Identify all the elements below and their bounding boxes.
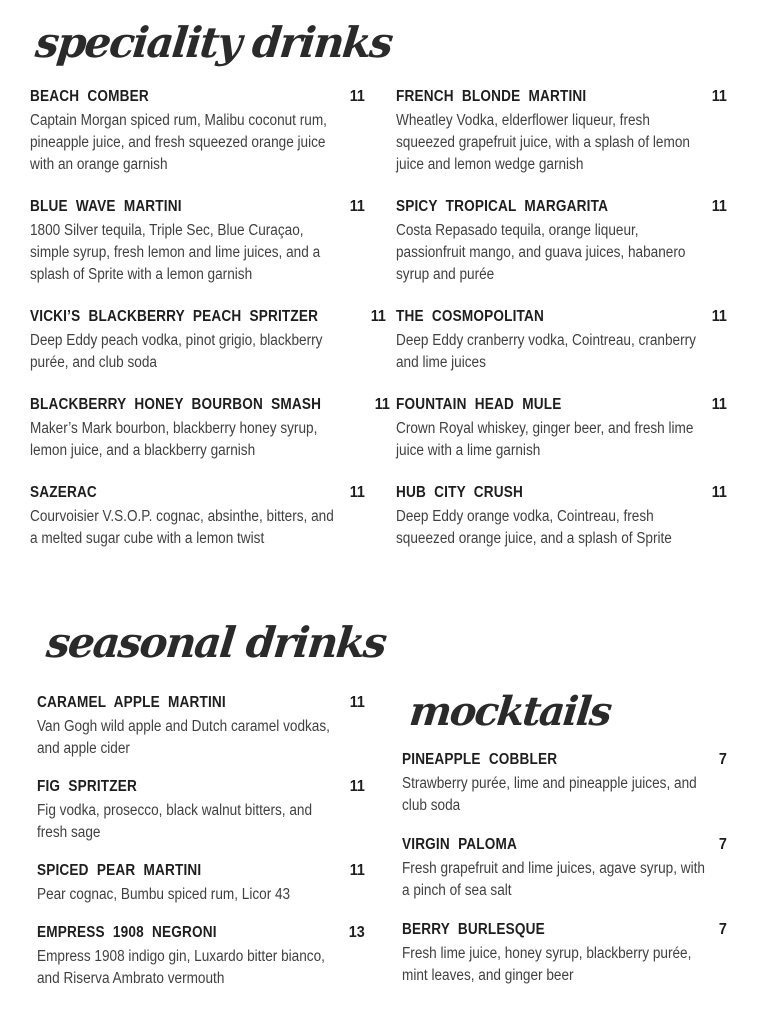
item-price: 11 — [711, 396, 727, 413]
menu-item — [30, 306, 386, 374]
item-name: FOUNTAIN HEAD MULE — [396, 396, 562, 413]
item-name: FIG SPRITZER — [37, 778, 137, 795]
item-name: SAZERAC — [30, 484, 97, 501]
speciality-heading: speciality drinks — [33, 18, 394, 67]
menu-item — [30, 86, 365, 176]
lower-grid — [30, 608, 768, 1006]
menu-item — [30, 196, 365, 286]
item-price: 11 — [349, 694, 365, 711]
item-price: 11 — [711, 88, 727, 105]
menu-item — [402, 919, 727, 987]
item-price: 7 — [718, 751, 727, 768]
menu-item — [37, 776, 365, 844]
item-description: Fig vodka, prosecco, black walnut bitters, and fresh sage — [37, 802, 313, 841]
item-description: Courvoisier V.S.O.P. cognac, absinthe, bitters, and a melted sugar cube with a lemon twist — [30, 508, 334, 547]
item-price: 11 — [370, 308, 386, 325]
item-description: Deep Eddy orange vodka, Cointreau, fresh squeezed orange juice, and a splash of Sprite — [396, 508, 672, 547]
item-description: Strawberry purée, lime and pineapple juices, and club soda — [402, 775, 697, 814]
menu-item — [396, 196, 727, 286]
item-price: 11 — [349, 778, 365, 795]
item-price: 11 — [374, 396, 390, 413]
menu-item — [37, 922, 365, 990]
item-name: SPICY TROPICAL MARGARITA — [396, 198, 609, 215]
item-price: 11 — [349, 484, 365, 501]
item-description: Deep Eddy peach vodka, pinot grigio, blackberry purée, and club soda — [30, 332, 323, 371]
item-name: HUB CITY CRUSH — [396, 484, 523, 501]
item-name: VIRGIN PALOMA — [402, 836, 518, 853]
mocktails-heading: mocktails — [407, 688, 613, 735]
item-name: CARAMEL APPLE MARTINI — [37, 694, 226, 711]
section-seasonal — [30, 608, 388, 1006]
menu-item — [402, 834, 727, 902]
item-price: 11 — [349, 862, 365, 879]
menu-item — [396, 86, 727, 176]
item-name: VICKI’S BLACKBERRY PEACH SPRITZER — [30, 308, 319, 325]
item-description: 1800 Silver tequila, Triple Sec, Blue Curaçao, simple syrup, fresh lemon and lime juices, and a splash of Sprite with a lemon garnish — [30, 222, 321, 283]
menu-item — [30, 482, 365, 550]
section-spacer — [30, 570, 768, 608]
item-price: 11 — [349, 198, 365, 215]
item-name: SPICED PEAR MARTINI — [37, 862, 202, 879]
item-price: 7 — [718, 836, 727, 853]
seasonal-heading: seasonal drinks — [44, 618, 388, 667]
item-price: 7 — [718, 921, 727, 938]
speciality-left-column — [30, 86, 390, 570]
item-price: 11 — [711, 198, 727, 215]
item-price: 11 — [711, 484, 727, 501]
item-name: FRENCH BLONDE MARTINI — [396, 88, 587, 105]
item-name: THE COSMOPOLITAN — [396, 308, 545, 325]
item-description: Costa Repasado tequila, orange liqueur, passionfruit mango, and guava juices, habanero syrup and purée — [396, 222, 686, 283]
item-name: BEACH COMBER — [30, 88, 149, 105]
item-price: 11 — [711, 308, 727, 325]
item-description: Captain Morgan spiced rum, Malibu coconut rum, pineapple juice, and fresh squeezed orange juice with an orange garnish — [30, 112, 327, 173]
item-description: Deep Eddy cranberry vodka, Cointreau, cranberry and lime juices — [396, 332, 696, 371]
item-price: 13 — [348, 924, 365, 941]
section-speciality — [30, 8, 768, 570]
section-mocktails — [396, 608, 727, 1004]
menu-item — [37, 860, 365, 906]
item-description: Fresh grapefruit and lime juices, agave syrup, with a pinch of sea salt — [402, 860, 705, 899]
item-description: Maker’s Mark bourbon, blackberry honey syrup, lemon juice, and a blackberry garnish — [30, 420, 318, 459]
speciality-grid — [30, 86, 768, 570]
menu-item — [402, 749, 727, 817]
item-name: BLACKBERRY HONEY BOURBON SMASH — [30, 396, 322, 413]
item-price: 11 — [349, 88, 365, 105]
item-description: Wheatley Vodka, elderflower liqueur, fresh squeezed grapefruit juice, with a splash of lemon juice and lemon wedge garnish — [396, 112, 690, 173]
menu-item — [396, 482, 727, 550]
item-name: BLUE WAVE MARTINI — [30, 198, 182, 215]
menu-item — [37, 692, 365, 760]
item-name: PINEAPPLE COBBLER — [402, 751, 558, 768]
menu-item — [30, 394, 390, 462]
item-name: BERRY BURLESQUE — [402, 921, 545, 938]
speciality-right-column — [396, 86, 727, 570]
menu-item — [396, 394, 727, 462]
item-description: Fresh lime juice, honey syrup, blackberry purée, mint leaves, and ginger beer — [402, 945, 692, 984]
item-description: Empress 1908 indigo gin, Luxardo bitter bianco, and Riserva Ambrato vermouth — [37, 948, 325, 987]
menu-item — [396, 306, 727, 374]
item-description: Pear cognac, Bumbu spiced rum, Licor 43 — [37, 886, 291, 903]
item-name: EMPRESS 1908 NEGRONI — [37, 924, 217, 941]
item-description: Van Gogh wild apple and Dutch caramel vodkas, and apple cider — [37, 718, 330, 757]
item-description: Crown Royal whiskey, ginger beer, and fresh lime juice with a lime garnish — [396, 420, 694, 459]
